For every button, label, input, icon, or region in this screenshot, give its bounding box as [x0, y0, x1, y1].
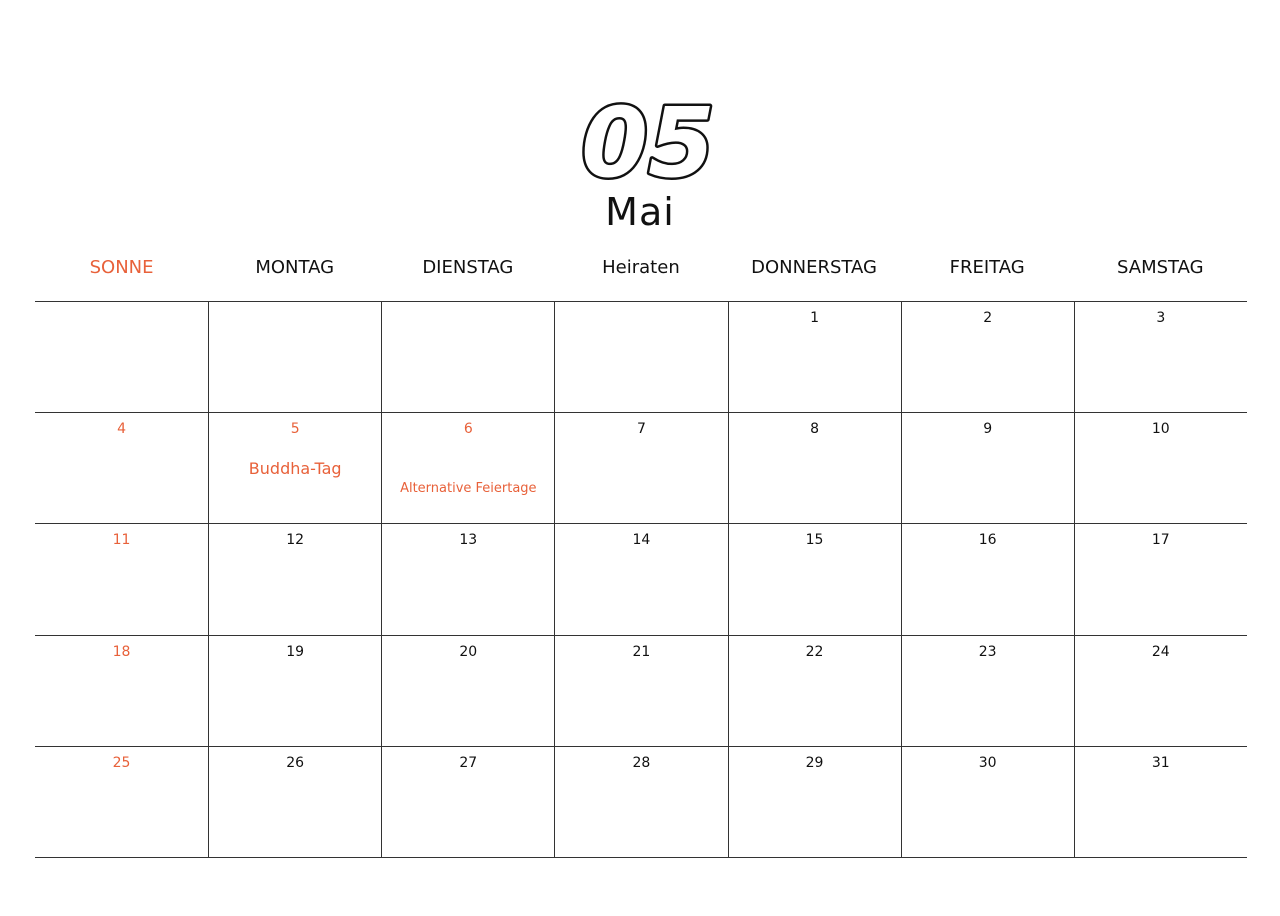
day-number: 27: [459, 754, 478, 771]
day-cell[interactable]: [381, 747, 554, 858]
day-number: 4: [117, 421, 127, 438]
day-cell[interactable]: [1074, 636, 1247, 746]
day-number: 25: [112, 754, 131, 771]
day-cell[interactable]: [554, 636, 727, 746]
weekday-header-row: [35, 250, 1247, 290]
day-cell[interactable]: [381, 636, 554, 746]
weekday-tuesday: DIENSTAG: [422, 257, 514, 278]
day-cell[interactable]: [35, 747, 208, 858]
weekday-friday: FREITAG: [949, 257, 1025, 278]
day-cell-holiday[interactable]: [381, 413, 554, 523]
day-cell[interactable]: [208, 524, 381, 634]
day-cell[interactable]: [901, 302, 1074, 412]
day-cell[interactable]: [1074, 747, 1247, 858]
week-row-3: [35, 524, 1247, 635]
day-cell[interactable]: [728, 524, 901, 634]
month-number: [570, 90, 730, 195]
day-cell[interactable]: [901, 524, 1074, 634]
day-cell[interactable]: [728, 747, 901, 858]
day-number: 13: [459, 532, 478, 549]
weekday-sunday: SONNE: [89, 257, 154, 278]
week-row-2: [35, 413, 1247, 524]
day-cell[interactable]: [35, 302, 208, 412]
month-name: Mai: [605, 190, 675, 234]
day-number: 29: [805, 754, 824, 771]
day-number: 30: [978, 754, 997, 771]
day-number: 6: [463, 421, 473, 438]
day-number: 14: [632, 532, 651, 549]
day-cell[interactable]: [554, 747, 727, 858]
weekday-monday: MONTAG: [255, 257, 335, 278]
day-cell[interactable]: [381, 302, 554, 412]
day-number: 21: [632, 643, 651, 660]
day-cell[interactable]: [35, 524, 208, 634]
day-cell[interactable]: [381, 524, 554, 634]
weekday-thursday: DONNERSTAG: [751, 257, 877, 278]
day-number: 31: [1151, 754, 1170, 771]
week-row-4: [35, 636, 1247, 747]
day-cell[interactable]: [35, 636, 208, 746]
day-number: 7: [636, 421, 646, 438]
day-number: 1: [810, 310, 820, 326]
day-number: 26: [286, 754, 305, 771]
day-number: 20: [459, 643, 478, 660]
day-cell[interactable]: [901, 413, 1074, 523]
day-number: 16: [978, 532, 997, 549]
day-number: 2: [983, 310, 993, 326]
day-cell[interactable]: [901, 747, 1074, 858]
calendar-header: [0, 0, 1280, 240]
day-number: 19: [286, 643, 305, 660]
month-number-graphic: [570, 90, 730, 195]
day-number: 11: [112, 532, 131, 549]
day-number: 15: [805, 532, 824, 549]
day-cell[interactable]: [1074, 302, 1247, 412]
day-number: 18: [112, 643, 131, 660]
week-row-5: [35, 747, 1247, 858]
day-cell[interactable]: [208, 747, 381, 858]
day-cell[interactable]: [208, 636, 381, 746]
event-label-alternative-holiday: Alternative Feiertage: [400, 481, 537, 497]
day-number: 23: [978, 643, 997, 660]
day-cell[interactable]: [554, 524, 727, 634]
day-number: 3: [1156, 310, 1166, 326]
event-label-buddha-day: Buddha-Tag: [248, 459, 342, 479]
day-number: 10: [1151, 421, 1170, 438]
weekday-wednesday: Heiraten: [602, 257, 680, 278]
day-number: 28: [632, 754, 651, 771]
day-cell[interactable]: [554, 413, 727, 523]
day-number: 9: [983, 421, 993, 438]
day-number: 5: [290, 421, 300, 438]
day-number: 24: [1151, 643, 1170, 660]
day-cell[interactable]: [35, 413, 208, 523]
day-cell[interactable]: [1074, 413, 1247, 523]
day-number: 22: [805, 643, 824, 660]
month-number-text: 05: [581, 90, 715, 195]
day-cell[interactable]: [728, 636, 901, 746]
day-cell[interactable]: [208, 302, 381, 412]
day-number: 8: [810, 421, 820, 438]
day-cell[interactable]: [901, 636, 1074, 746]
day-number: 17: [1151, 532, 1170, 549]
day-number: 12: [286, 532, 305, 549]
day-cell-holiday[interactable]: [208, 413, 381, 523]
day-cell[interactable]: [1074, 524, 1247, 634]
week-row-1: [35, 302, 1247, 413]
calendar-grid: [35, 301, 1247, 858]
day-cell[interactable]: [728, 302, 901, 412]
day-cell[interactable]: [728, 413, 901, 523]
weekday-saturday: SAMSTAG: [1117, 257, 1204, 278]
day-cell[interactable]: [554, 302, 727, 412]
